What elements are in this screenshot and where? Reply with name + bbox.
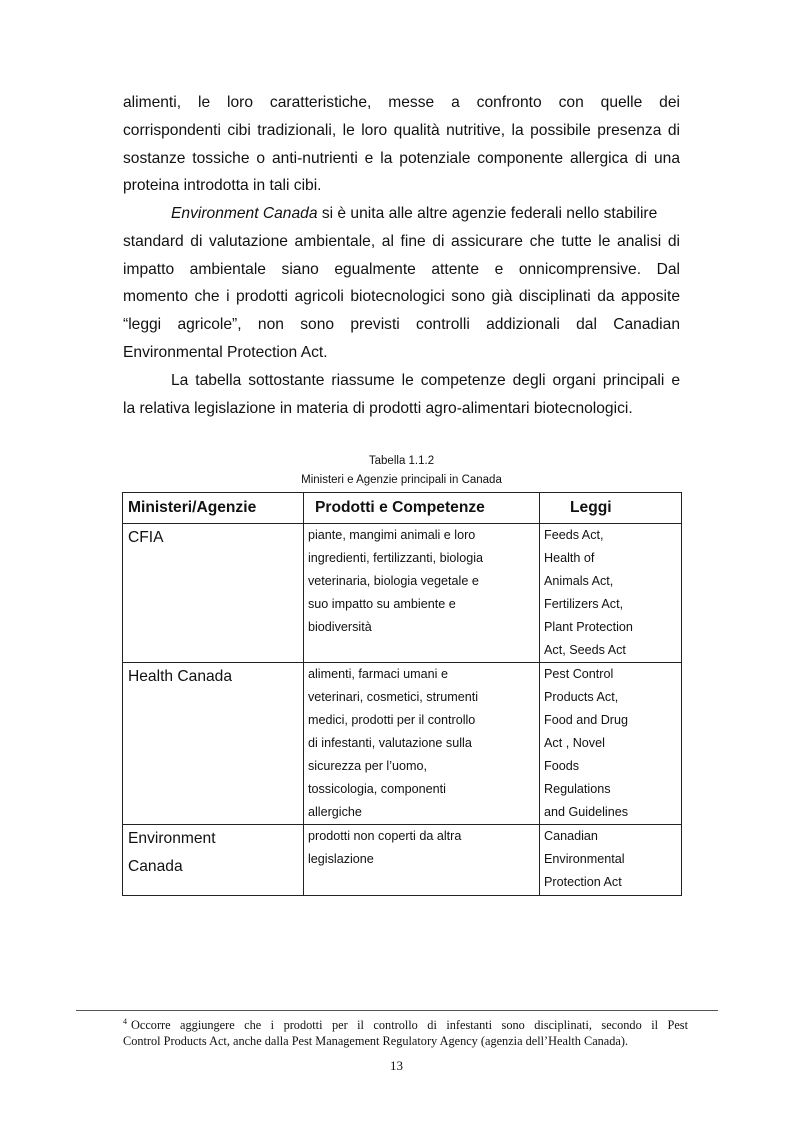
laws-line: Health of bbox=[544, 551, 595, 565]
table-row-health-canada bbox=[123, 663, 682, 825]
table-row-environment-canada bbox=[123, 825, 682, 896]
products-line: prodotti non coperti da altra bbox=[308, 829, 462, 843]
footnote-number: 4 bbox=[123, 1017, 127, 1026]
products-line: alimenti, farmaci umani e bbox=[308, 667, 448, 681]
laws-line: Act, Seeds Act bbox=[544, 643, 626, 657]
products-line: veterinari, cosmetici, strumenti bbox=[308, 690, 479, 704]
laws-line: Act , Novel bbox=[544, 736, 605, 750]
products-line: legislazione bbox=[308, 852, 374, 866]
laws-line: Feeds Act, bbox=[544, 528, 604, 542]
laws-line: Plant Protection bbox=[544, 620, 633, 634]
products-line: allergiche bbox=[308, 805, 362, 819]
text-line: momento che i prodotti agricoli biotecnologici sono già disciplinati da apposite bbox=[123, 288, 680, 306]
agency-line: Environment bbox=[128, 830, 216, 847]
laws-line: Regulations bbox=[544, 782, 611, 796]
products-line: di infestanti, valutazione sulla bbox=[308, 736, 472, 750]
products-cell bbox=[304, 524, 540, 663]
products-line: ingredienti, fertilizzanti, biologia bbox=[308, 551, 484, 565]
footnote-text: Occorre aggiungere che i prodotti per il controllo di infestanti sono disciplinati, secondo il Pest bbox=[131, 1018, 688, 1032]
products-cell bbox=[304, 663, 540, 825]
header-agencies: Ministeri/Agenzie bbox=[123, 493, 304, 524]
agency-cell bbox=[123, 825, 304, 896]
text-segment: si è unita alle altre agenzie federali nello stabilire bbox=[317, 205, 658, 222]
header-laws: Leggi bbox=[540, 493, 682, 524]
laws-cell bbox=[540, 663, 682, 825]
agencies-table bbox=[122, 492, 682, 896]
laws-line: Fertilizers Act, bbox=[544, 597, 624, 611]
laws-line: Canadian bbox=[544, 829, 598, 843]
laws-cell bbox=[540, 524, 682, 663]
products-line: sicurezza per l’uomo, bbox=[308, 759, 427, 773]
header-products: Prodotti e Competenze bbox=[304, 493, 540, 524]
agency-name-italic: Environment Canada bbox=[171, 205, 318, 222]
text-line: la relativa legislazione in materia di prodotti agro-alimentari biotecnologici. bbox=[123, 399, 633, 417]
products-line: biodiversità bbox=[308, 620, 372, 634]
products-line: veterinaria, biologia vegetale e bbox=[308, 574, 479, 588]
table-caption-title: Ministeri e Agenzie principali in Canada bbox=[301, 474, 502, 486]
text-line: alimenti, le loro caratteristiche, messe a confronto con quelle dei bbox=[123, 94, 680, 111]
text-line: standard di valutazione ambientale, al fine di assicurare che tutte le analisi di bbox=[123, 232, 680, 250]
footnote-separator bbox=[76, 1010, 718, 1011]
text-line bbox=[123, 200, 680, 228]
agency-cell bbox=[123, 524, 304, 663]
table-row-cfia bbox=[123, 524, 682, 663]
paragraph-food-assessment bbox=[123, 89, 680, 200]
laws-line: Food and Drug bbox=[544, 713, 629, 727]
text-line: impatto ambientale siano egualmente attente e onnicomprensive. Dal bbox=[123, 260, 680, 278]
footnote-line: Control Products Act, anche dalla Pest Management Regulatory Agency (agenzia dell’Health Canada). bbox=[123, 1034, 629, 1048]
agency-line: Canada bbox=[128, 858, 183, 875]
laws-line: Foods bbox=[544, 759, 580, 773]
products-line: suo impatto su ambiente e bbox=[308, 597, 456, 611]
laws-line: and Guidelines bbox=[544, 805, 629, 819]
products-line: medici, prodotti per il controllo bbox=[308, 713, 476, 727]
text-line: corrispondenti cibi tradizionali, le loro qualità nutritive, la possibile presenza di bbox=[123, 121, 680, 139]
laws-line: Animals Act, bbox=[544, 574, 614, 588]
table-caption-number: Tabella 1.1.2 bbox=[368, 455, 435, 467]
products-line: piante, mangimi animali e loro bbox=[308, 528, 476, 542]
text-line: sostanze tossiche o anti-nutrienti e la potenziale componente allergica di una bbox=[123, 149, 680, 167]
products-cell bbox=[304, 825, 540, 896]
paragraph-environment-canada bbox=[123, 200, 680, 367]
text-line: La tabella sottostante riassume le competenze degli organi principali e bbox=[171, 372, 680, 389]
agency-line: Health Canada bbox=[128, 668, 233, 685]
footnote-line bbox=[123, 1014, 688, 1033]
laws-line: Protection Act bbox=[544, 875, 622, 889]
laws-line: Products Act, bbox=[544, 690, 619, 704]
page-number: 13 bbox=[390, 1058, 403, 1073]
agency-cell bbox=[123, 663, 304, 825]
text-line: “leggi agricole”, non sono previsti controlli addizionali dal Canadian bbox=[123, 316, 680, 334]
text-line: Environmental Protection Act. bbox=[123, 343, 328, 361]
paragraph-table-intro bbox=[123, 367, 680, 423]
agency-line: CFIA bbox=[128, 529, 164, 546]
text-line: proteina introdotta in tali cibi. bbox=[123, 177, 322, 195]
laws-cell bbox=[540, 825, 682, 896]
laws-line: Pest Control bbox=[544, 667, 614, 681]
products-line: tossicologia, componenti bbox=[308, 782, 446, 796]
laws-line: Environmental bbox=[544, 852, 625, 866]
table-header-row bbox=[123, 493, 682, 524]
footnote bbox=[123, 1014, 688, 1049]
